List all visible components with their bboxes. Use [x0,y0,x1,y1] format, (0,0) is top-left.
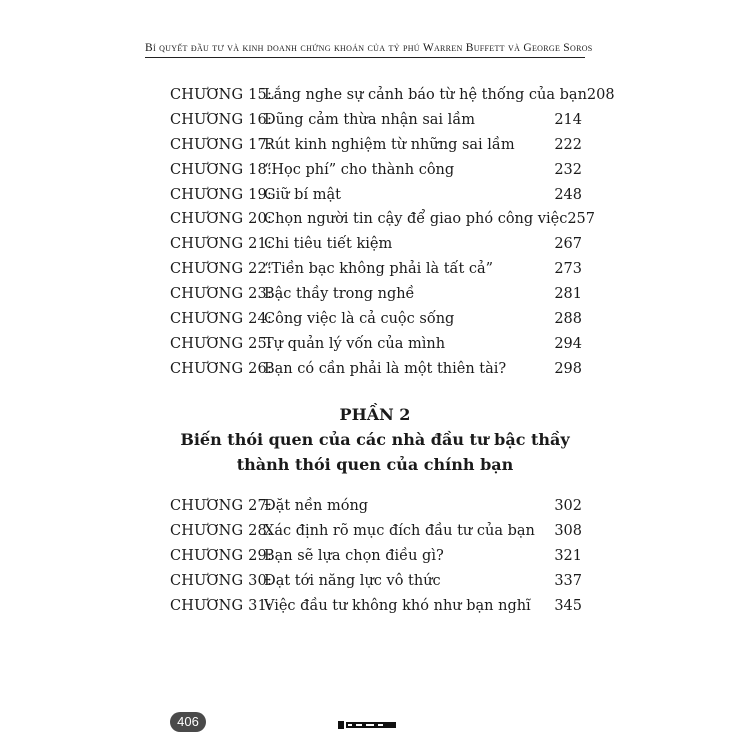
chapter-label: CHƯƠNG 16: [170,111,273,128]
part-title-line1: Biến thói quen của các nhà đầu tư bậc thầy [180,430,570,449]
part-title-line2: thành thói quen của chính bạn [236,455,514,474]
chapter-label: CHƯƠNG 19: [170,186,273,203]
chapter-page: 321 [554,547,582,564]
chapter-label: CHƯƠNG 27: [170,498,273,514]
chapter-label: CHƯƠNG 31: [170,597,273,614]
chapter-title: Dũng cảm thừa nhận sai lầm [264,111,475,128]
part-number: PHẦN 2 [339,405,411,424]
chapter-title: Xác định rõ mục đích đầu tư của bạn [264,522,535,539]
toc-row [170,523,582,548]
part-heading-block [150,402,600,477]
toc-row [170,261,582,286]
chapter-title: Đạt tới năng lực vô thức [264,572,441,589]
toc-row [170,137,582,162]
chapter-label: CHƯƠNG 24: [170,311,273,328]
toc-row [170,187,582,212]
chapter-page: 248 [554,186,582,203]
chapter-label: CHƯƠNG 15: [170,87,273,103]
toc-row [170,87,615,112]
toc-row [170,311,582,336]
chapter-page: 302 [554,498,582,514]
chapter-title: Rút kinh nghiệm từ những sai lầm [264,136,515,153]
toc-row [170,498,582,523]
chapter-page: 273 [554,261,582,278]
chapter-page: 308 [554,522,582,539]
chapter-title: Bạn có cần phải là một thiên tài? [264,360,507,377]
chapter-title: Công việc là cả cuộc sống [264,311,455,328]
toc-row [170,336,582,361]
toc-row [170,211,595,236]
chapter-title: Lắng nghe sự cảnh báo từ hệ thống của bạn [264,87,587,103]
chapter-page: 214 [554,111,582,128]
table-of-contents-part1 [170,87,615,386]
chapter-label: CHƯƠNG 23: [170,286,273,303]
chapter-page: 222 [554,136,582,153]
chapter-label: CHƯƠNG 30: [170,572,273,589]
chapter-page: 288 [554,311,582,328]
chapter-label: CHƯƠNG 20: [170,211,273,228]
toc-row [170,361,582,386]
chapter-title: Việc đầu tư không khó như bạn nghĩ [264,597,531,614]
toc-row [170,598,582,623]
chapter-label: CHƯƠNG 25: [170,335,273,352]
table-of-contents-part2 [170,498,582,622]
chapter-title: Tự quản lý vốn của mình [264,335,446,352]
toc-row [170,112,582,137]
chapter-title: “Tiền bạc không phải là tất cả” [264,261,494,278]
chapter-label: CHƯƠNG 21: [170,236,273,253]
chapter-title: Bậc thầy trong nghề [264,286,415,303]
toc-row [170,236,582,261]
chapter-title: Bạn sẽ lựa chọn điều gì? [264,547,444,564]
chapter-page: 208 [586,87,615,103]
toc-row [170,548,582,573]
chapter-page: 294 [554,335,582,352]
chapter-label: CHƯƠNG 18: [170,161,273,178]
chapter-title: Chi tiêu tiết kiệm [264,236,393,253]
chapter-title: Giữ bí mật [264,186,341,203]
publisher-logo [338,720,398,730]
chapter-page: 232 [554,161,582,178]
chapter-label: CHƯƠNG 29: [170,547,273,564]
running-header: Bí quyết đầu tư và kinh doanh chứng khoán của tỷ phú Warren Buffett và George Soros [145,42,585,58]
chapter-page: 345 [554,597,582,614]
shop-logo-icon [338,720,398,730]
chapter-page: 298 [554,360,582,377]
chapter-label: CHƯƠNG 26: [170,360,273,377]
chapter-page: 257 [567,211,595,228]
chapter-title: Đặt nền móng [264,498,369,514]
chapter-title: “Học phí” cho thành công [264,161,455,178]
chapter-page: 267 [554,236,582,253]
chapter-title: Chọn người tin cậy để giao phó công việc [264,211,568,228]
chapter-label: CHƯƠNG 17: [170,136,273,153]
chapter-page: 281 [554,286,582,303]
chapter-label: CHƯƠNG 28: [170,522,273,539]
toc-row [170,286,582,311]
page-number-badge: 406 [170,712,206,732]
toc-row [170,573,582,598]
chapter-label: CHƯƠNG 22: [170,261,273,278]
chapter-page: 337 [554,572,582,589]
toc-row [170,162,582,187]
